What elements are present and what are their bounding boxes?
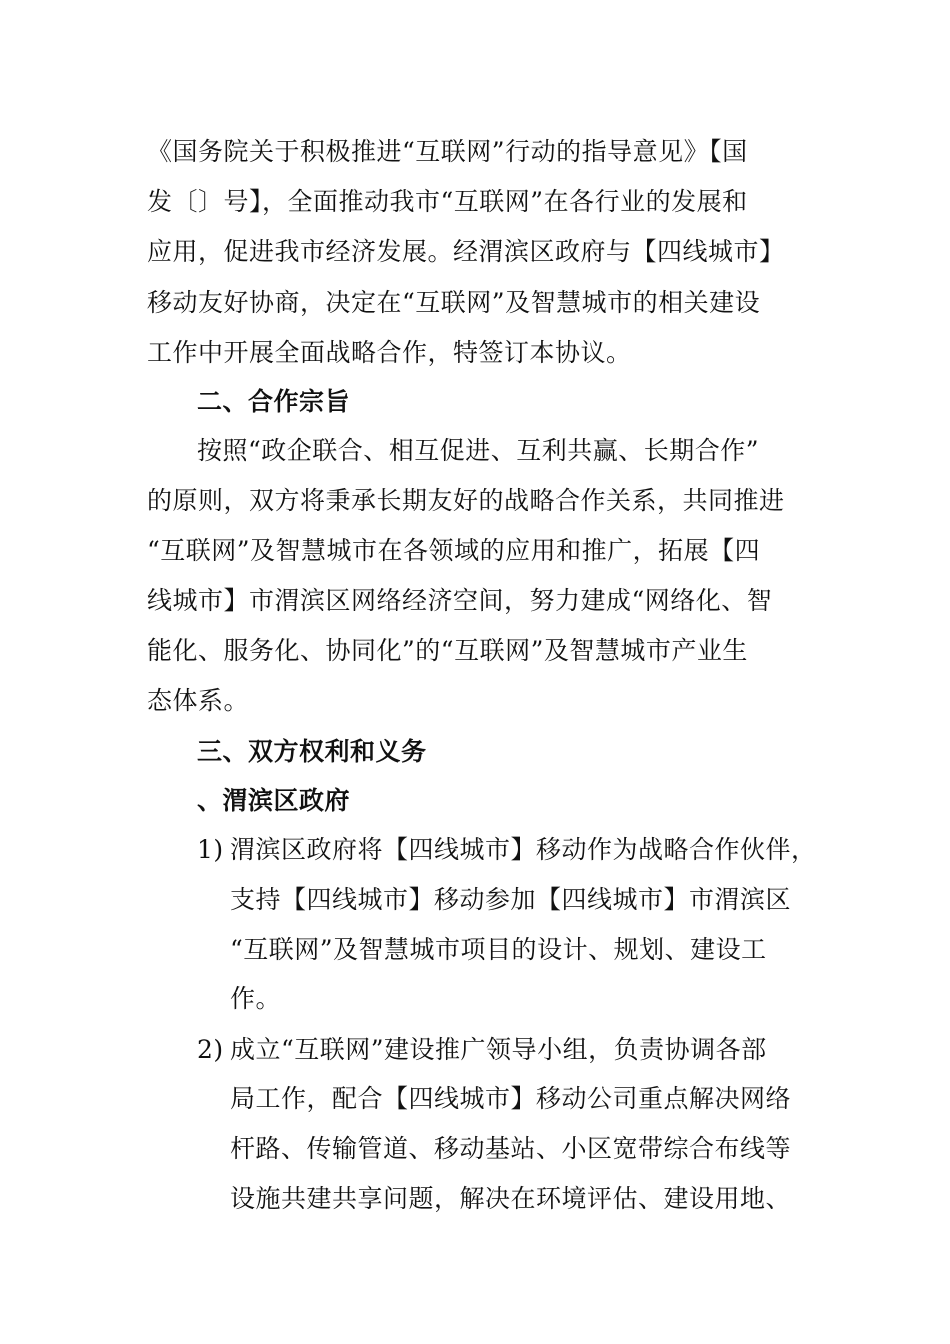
purpose-line-1: 按照“政企联合、相互促进、互利共赢、长期合作”: [197, 436, 760, 465]
purpose-line-6: 态体系。: [147, 686, 250, 715]
intro-line-2: 发〔〕号】，全面推动我市“互联网”在各行业的发展和: [147, 187, 748, 216]
item-1-line-2: 支持【四线城市】移动参加【四线城市】市渭滨区: [230, 885, 792, 914]
purpose-line-3: “互联网”及智慧城市在各领域的应用和推广，拓展【四: [147, 536, 761, 565]
intro-line-1: 《国务院关于积极推进“互联网”行动的指导意见》【国: [147, 137, 748, 166]
section-heading-rights: 三、双方权利和义务: [197, 737, 427, 766]
intro-line-3: 应用，促进我市经济发展。经渭滨区政府与【四线城市】: [147, 237, 785, 266]
purpose-line-4: 线城市】市渭滨区网络经济空间，努力建成“网络化、智: [147, 586, 773, 615]
subsection-heading-government: 、渭滨区政府: [197, 786, 351, 815]
item-1-line-3: “互联网”及智慧城市项目的设计、规划、建设工: [230, 935, 767, 964]
item-2-line-1: 成立“互联网”建设推广领导小组，负责协调各部: [230, 1035, 767, 1064]
item-2-line-3: 杆路、传输管道、移动基站、小区宽带综合布线等: [230, 1134, 792, 1163]
intro-line-5: 工作中开展全面战略合作，特签订本协议。: [147, 338, 632, 367]
purpose-line-2: 的原则，双方将秉承长期友好的战略合作关系，共同推进: [147, 486, 785, 515]
item-2-line-4: 设施共建共享问题，解决在环境评估、建设用地、: [230, 1184, 792, 1213]
purpose-line-5: 能化、服务化、协同化”的“互联网”及智慧城市产业生: [147, 636, 748, 665]
item-1-line-1: 渭滨区政府将【四线城市】移动作为战略合作伙伴，: [230, 835, 817, 864]
item-marker-2: 2): [197, 1035, 224, 1064]
item-marker-1: 1): [197, 835, 224, 864]
intro-line-4: 移动友好协商，决定在“互联网”及智慧城市的相关建设: [147, 288, 761, 317]
section-heading-purpose: 二、合作宗旨: [197, 387, 351, 416]
item-1-line-4: 作。: [230, 984, 282, 1013]
item-2-line-2: 局工作，配合【四线城市】移动公司重点解决网络: [230, 1084, 792, 1113]
